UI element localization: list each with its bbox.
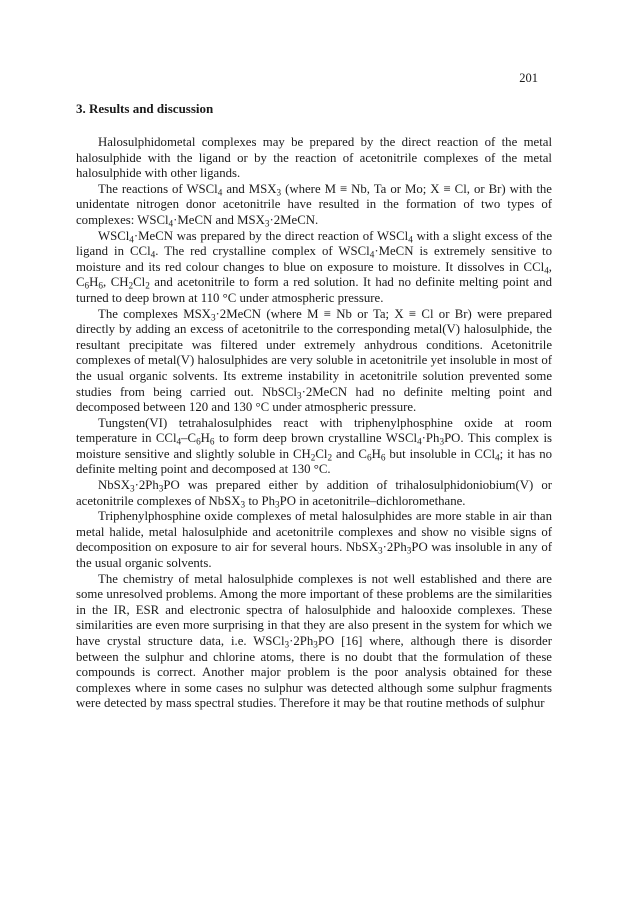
paragraph: Tungsten(VI) tetrahalosulphides react with triphenylphosphine oxide at room temperature in $CCl_4-C_6H_6$ to form deep brown crystalline $WSCl_4\cdot Ph_3PO$. This complex is moisture sensitive and slightly soluble in $CH_2Cl_2$ and $C_6H_6$ but insoluble in CCl$_4$; it has no definite melting point and decomposed at 130 °C.: [76, 415, 552, 477]
paragraph: The reactions of WSCl$_4$ and $MSX_3$ (where M ≡ Nb, Ta or Mo; X ≡ Cl, or Br) with the unidentate nitrogen donor acetonitrile have resulted in the formation of two types of complexes: WSCl$_4$·MeCN and $MSX_3\cdot 2MeCN$.: [76, 181, 552, 229]
section-heading: 3. Results and discussion: [76, 101, 214, 116]
body-text: [76, 135, 552, 712]
paragraph: $NbSX_3\cdot 2Ph_3PO$ was prepared either by addition of trihalosulphidoniobium(V) or acetonitrile complexes of NbSX$_3$ to $Ph_3PO$ in acetonitrile–dichloromethane.: [76, 478, 552, 509]
page-number: 201: [519, 71, 538, 85]
paragraph: The chemistry of metal halosulphide complexes is not well established and there are some unresolved problems. Among the more important of these problems are the similarities in the IR, ESR and electronic spectra of halosulphide and halooxide complexes. These similarities are even more surprising in that they are also present in the system for which we have crystal structure data, i.e. $WSCl_3\cdot 2Ph_3PO$ [16] where, although there is disorder between the sulphur and chlorine atoms, there is no doubt that the formulation of these compounds is correct. Another major problem is the poor analysis obtained for these complexes where in some cases no sulphur was detected although some sulphur fragments were detected by mass spectral studies. Therefore it may be that routine methods of sulphur: [76, 571, 552, 711]
paragraph: Halosulphidometal complexes may be prepared by the direct reaction of the metal halosulphide with the ligand or by the reaction of acetonitrile complexes of the metal halosulphide with other ligands.: [76, 135, 552, 181]
paragraph: The complexes $MSX_3\cdot 2MeCN$ (where M ≡ Nb or Ta; X ≡ Cl or Br) were prepared directly by adding an excess of acetonitrile to the corresponding metal(V) halosulphide, the resultant precipitate was filtered under extremely anhydrous conditions. Acetonitrile complexes of metal(V) halosulphides are very soluble in acetonitrile yet insoluble in most of the usual organic solvents. Its extreme instability in acetonitrile solution prevented some studies from being carried out. NbSCl$_3$·2MeCN had no definite melting point and decomposed between 120 and 130 °C under atmospheric pressure.: [76, 306, 553, 415]
paragraph: Triphenylphosphine oxide complexes of metal halosulphides are more stable in air than metal halide, metal halosulphide and acetonitrile complexes and show no visible signs of decomposition on exposure to air for several hours. $NbSX_3\cdot 2Ph_3PO$ was insoluble in any of the usual organic solvents.: [76, 509, 552, 571]
paragraph: WSCl$_4$·MeCN was prepared by the direct reaction of WSCl$_4$ with a slight excess of the ligand in CCl$_4$. The red crystalline complex of WSCl$_4$·MeCN is extremely sensitive to moisture and its red colour changes to blue on exposure to moisture. It dissolves in CCl$_4$, $C_6H_6$, $CH_2Cl_2$ and acetonitrile to form a red solution. It had no definite melting point and turned to deep brown at 110 °C under atmospheric pressure.: [76, 228, 553, 305]
